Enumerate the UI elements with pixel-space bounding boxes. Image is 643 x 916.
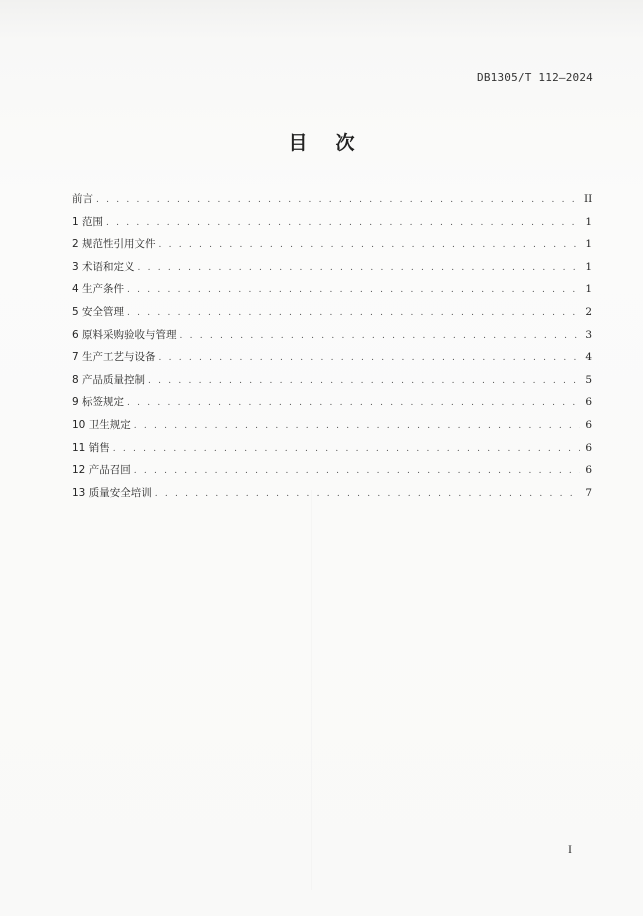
toc-entry[interactable]	[72, 255, 592, 278]
toc-leader-dots	[180, 325, 580, 348]
toc-entry-label: 7 生产工艺与设备	[72, 351, 156, 364]
toc-entry-label: 前言	[72, 193, 93, 205]
toc-entry-label: 3 术语和定义	[72, 260, 135, 273]
toc-leader-dots	[127, 302, 580, 325]
toc-entry-label: 13 质量安全培训	[72, 486, 152, 499]
toc-entry[interactable]	[72, 390, 592, 413]
toc-entry[interactable]	[72, 323, 592, 346]
toc-entry-label: 4 生产条件	[72, 283, 125, 296]
toc-entry-page: 6	[585, 418, 592, 431]
toc-entry[interactable]	[72, 436, 592, 459]
toc-entry-page: 4	[585, 351, 592, 364]
scan-artifact	[311, 490, 312, 890]
toc-leader-dots	[138, 257, 580, 280]
toc-entry-page: II	[584, 193, 593, 205]
toc-leader-dots	[159, 234, 580, 257]
toc-leader-dots	[127, 279, 580, 302]
toc-leader-dots	[127, 392, 580, 415]
toc-leader-dots	[96, 189, 580, 212]
toc-entry-label: 5 安全管理	[72, 305, 125, 318]
table-of-contents	[72, 187, 592, 503]
toc-entry-label: 12 产品召回	[72, 464, 131, 477]
toc-entry[interactable]	[72, 481, 592, 504]
toc-entry-page: 7	[585, 486, 592, 499]
toc-entry-page: 1	[585, 215, 592, 228]
page-number: I	[568, 842, 572, 856]
toc-entry-page: 5	[585, 373, 592, 386]
toc-entry[interactable]	[72, 345, 592, 368]
toc-entry-page: 6	[585, 441, 592, 454]
toc-leader-dots	[134, 415, 580, 438]
toc-leader-dots	[155, 483, 580, 506]
toc-entry[interactable]	[72, 232, 592, 255]
toc-entry-page: 3	[585, 328, 592, 341]
toc-entry-page: 1	[585, 260, 592, 273]
toc-entry[interactable]	[72, 368, 592, 391]
toc-entry-label: 2 规范性引用文件	[72, 238, 156, 251]
toc-entry-label: 11 销售	[72, 441, 110, 454]
toc-leader-dots	[113, 438, 580, 461]
toc-entry-page: 6	[585, 464, 592, 477]
toc-entry-label: 9 标签规定	[72, 396, 125, 409]
toc-entry-label: 6 原料采购验收与管理	[72, 328, 177, 341]
toc-entry[interactable]	[72, 300, 592, 323]
toc-entry-label: 10 卫生规定	[72, 418, 131, 431]
toc-leader-dots	[134, 460, 580, 483]
toc-entry[interactable]	[72, 277, 592, 300]
toc-entry-page: 1	[585, 238, 592, 251]
toc-entry[interactable]	[72, 187, 592, 210]
toc-title: 目次	[288, 132, 383, 154]
document-code: DB1305/T 112—2024	[477, 71, 593, 84]
toc-entry[interactable]	[72, 210, 592, 233]
toc-entry-page: 1	[585, 283, 592, 296]
toc-entry-page: 2	[585, 305, 592, 318]
toc-entry[interactable]	[72, 413, 592, 436]
toc-leader-dots	[148, 370, 580, 393]
toc-entry-label: 8 产品质量控制	[72, 373, 146, 386]
toc-entry-page: 6	[585, 396, 592, 409]
toc-leader-dots	[106, 212, 580, 235]
toc-leader-dots	[159, 347, 580, 370]
toc-entry-label: 1 范围	[72, 215, 104, 228]
toc-entry[interactable]	[72, 458, 592, 481]
